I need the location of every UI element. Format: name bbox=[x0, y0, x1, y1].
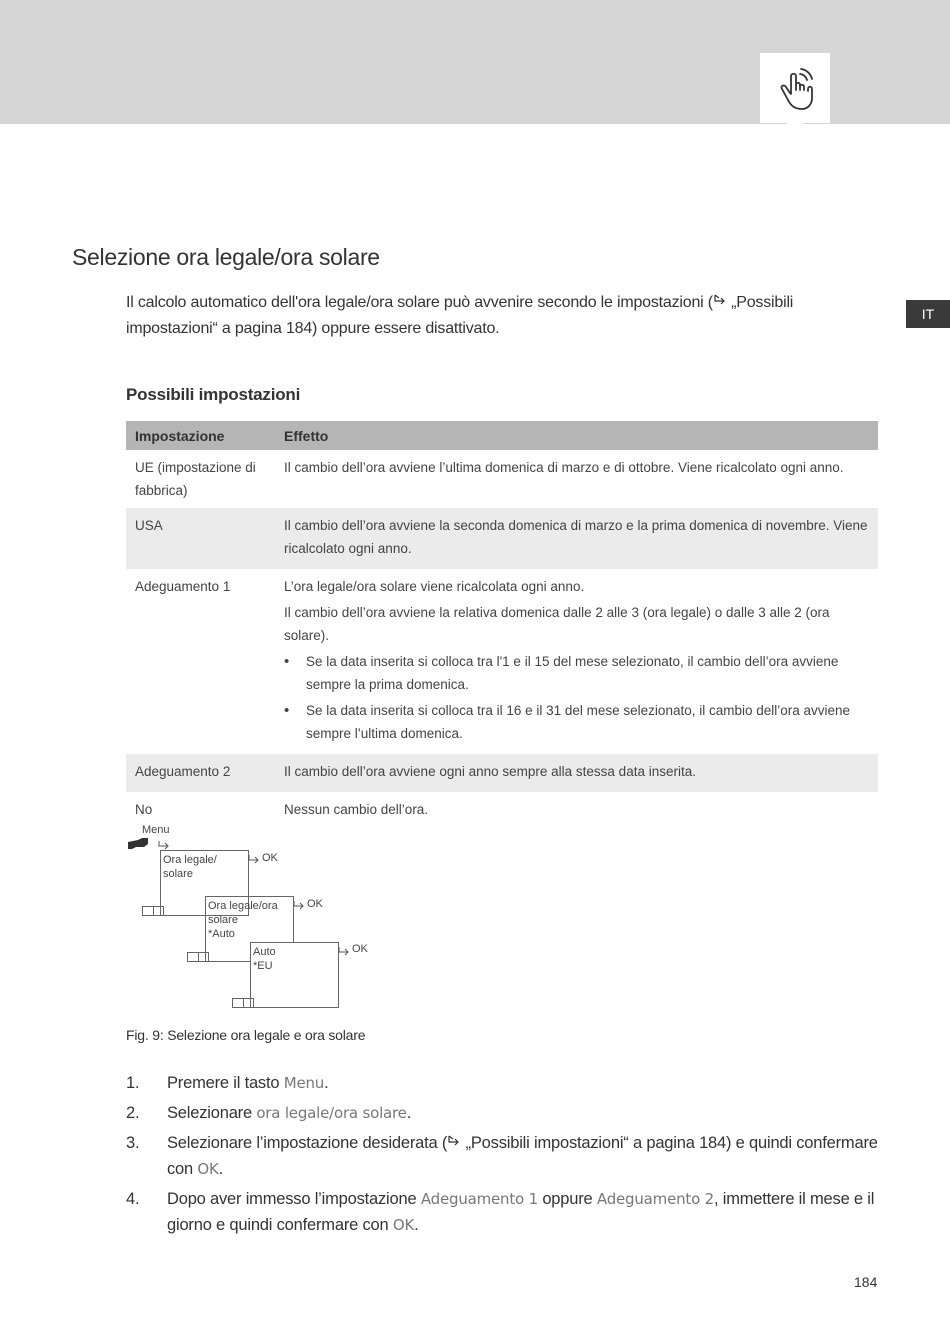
step-keyword: ora legale/ora solare bbox=[256, 1104, 407, 1122]
language-tab: IT bbox=[906, 300, 950, 328]
effect-cell bbox=[275, 754, 878, 792]
setting-cell: UE (impostazione di fabbrica) bbox=[135, 460, 256, 498]
step-text: Premere il tasto bbox=[167, 1074, 284, 1092]
step-text: Selezionare l’impostazione desiderata ( bbox=[167, 1134, 448, 1152]
screen-3-text: Auto *EU bbox=[253, 946, 276, 972]
effect-cell bbox=[275, 508, 878, 569]
setting-cell: No bbox=[135, 802, 153, 817]
list-item: • Se la data inserita si colloca tra il 16 e il 31 del mese selezionato, il cambio dell’ora avviene sempre l’ultima domenica. bbox=[284, 699, 869, 745]
step-text: . bbox=[414, 1216, 419, 1234]
setting-cell: Adeguamento 1 bbox=[135, 579, 231, 594]
step-item bbox=[126, 1100, 881, 1126]
step-text: „Possibili impostazioni“ a pagina 184) e quindi confermare con bbox=[167, 1134, 878, 1178]
steps-list bbox=[126, 1070, 881, 1242]
effect-text: Nessun cambio dell’ora. bbox=[284, 802, 429, 817]
step-text: , immettere il mese e il giorno e quindi confermare con bbox=[167, 1190, 875, 1234]
screen-1-text: Ora legale/ solare bbox=[163, 854, 217, 880]
effect-text: Il cambio dell’ora avviene la relativa domenica dalle 2 alle 3 (ora legale) o dalle 3 alle 2 (ora solare). bbox=[284, 605, 830, 643]
header-setting: Impostazione bbox=[126, 421, 275, 450]
subsection-title: Possibili impostazioni bbox=[126, 385, 301, 404]
reference-arrow-icon bbox=[713, 294, 727, 311]
ok-arrow-icon bbox=[248, 854, 262, 866]
up-down-buttons-2 bbox=[187, 952, 209, 962]
effect-text: L’ora legale/ora solare viene ricalcolata ogni anno. bbox=[284, 579, 585, 594]
settings-table bbox=[126, 421, 878, 830]
up-down-buttons-1 bbox=[142, 906, 164, 916]
step-text: oppure bbox=[537, 1190, 597, 1208]
step-text: . bbox=[406, 1104, 412, 1122]
step-keyword: OK bbox=[392, 1216, 415, 1234]
intro-paragraph bbox=[126, 290, 886, 342]
table-row bbox=[126, 569, 878, 754]
step-keyword: Adeguamento 1 bbox=[420, 1190, 538, 1208]
step-keyword: Adeguamento 2 bbox=[596, 1190, 714, 1208]
touch-icon-box bbox=[760, 53, 830, 123]
menu-diagram bbox=[126, 820, 386, 1020]
effect-cell bbox=[275, 569, 878, 754]
reference-arrow-icon bbox=[447, 1134, 461, 1152]
figure-caption: Fig. 9: Selezione ora legale e ora solare bbox=[126, 1027, 366, 1043]
table-row bbox=[126, 508, 878, 569]
ok-label-3: OK bbox=[352, 943, 368, 955]
effect-cell bbox=[275, 450, 878, 508]
ok-arrow-icon bbox=[293, 900, 307, 912]
step-text: Selezionare bbox=[167, 1104, 257, 1122]
step-number: 4. bbox=[126, 1190, 140, 1208]
effect-bullets bbox=[284, 650, 869, 745]
ok-label-1: OK bbox=[262, 852, 278, 864]
table-row bbox=[126, 450, 878, 508]
intro-text-end: „Possibili impostazioni“ a pagina 184) oppure essere disattivato. bbox=[126, 294, 794, 337]
header-effect: Effetto bbox=[275, 421, 878, 450]
ok-label-2: OK bbox=[307, 898, 323, 910]
table-row bbox=[126, 754, 878, 792]
section-title: Selezione ora legale/ora solare bbox=[72, 244, 380, 270]
step-text: . bbox=[218, 1160, 224, 1178]
menu-hand-icon bbox=[128, 838, 150, 850]
list-item: • Se la data inserita si colloca tra l'1 e il 15 del mese selezionato, il cambio dell’ora avviene sempre la prima domenica. bbox=[284, 650, 869, 696]
touch-hand-icon bbox=[774, 63, 816, 113]
step-keyword: OK bbox=[197, 1160, 219, 1178]
setting-cell: USA bbox=[126, 508, 275, 569]
screen-2-text: Ora legale/ora solare *Auto bbox=[208, 900, 278, 940]
setting-cell: Adeguamento 2 bbox=[126, 754, 275, 792]
ok-arrow-icon bbox=[338, 946, 352, 958]
step-text: Dopo aver immesso l’impostazione bbox=[167, 1190, 421, 1208]
step-keyword: Menu bbox=[283, 1074, 325, 1092]
step-item bbox=[126, 1070, 881, 1096]
step-number: 2. bbox=[126, 1104, 140, 1122]
effect-text: Il cambio dell’ora avviene ogni anno sempre alla stessa data inserita. bbox=[284, 764, 696, 779]
up-down-buttons-3 bbox=[232, 998, 254, 1008]
step-item bbox=[126, 1186, 881, 1238]
step-number: 1. bbox=[126, 1074, 140, 1092]
effect-text: Il cambio dell’ora avviene l’ultima domenica di marzo e di ottobre. Viene ricalcolato ogni anno. bbox=[284, 460, 844, 475]
page-number: 184 bbox=[854, 1274, 878, 1290]
table-header-row bbox=[126, 421, 878, 450]
step-item bbox=[126, 1130, 881, 1182]
touch-icon-pointer bbox=[786, 122, 804, 138]
effect-text: Il cambio dell’ora avviene la seconda domenica di marzo e la prima domenica di novembre. Viene ricalcolato ogni anno. bbox=[284, 518, 868, 556]
step-text: . bbox=[324, 1074, 329, 1092]
intro-text-start: Il calcolo automatico dell'ora legale/ora solare può avvenire secondo le impostazioni ( bbox=[126, 294, 713, 311]
menu-label: Menu bbox=[142, 824, 170, 836]
step-number: 3. bbox=[126, 1134, 140, 1152]
